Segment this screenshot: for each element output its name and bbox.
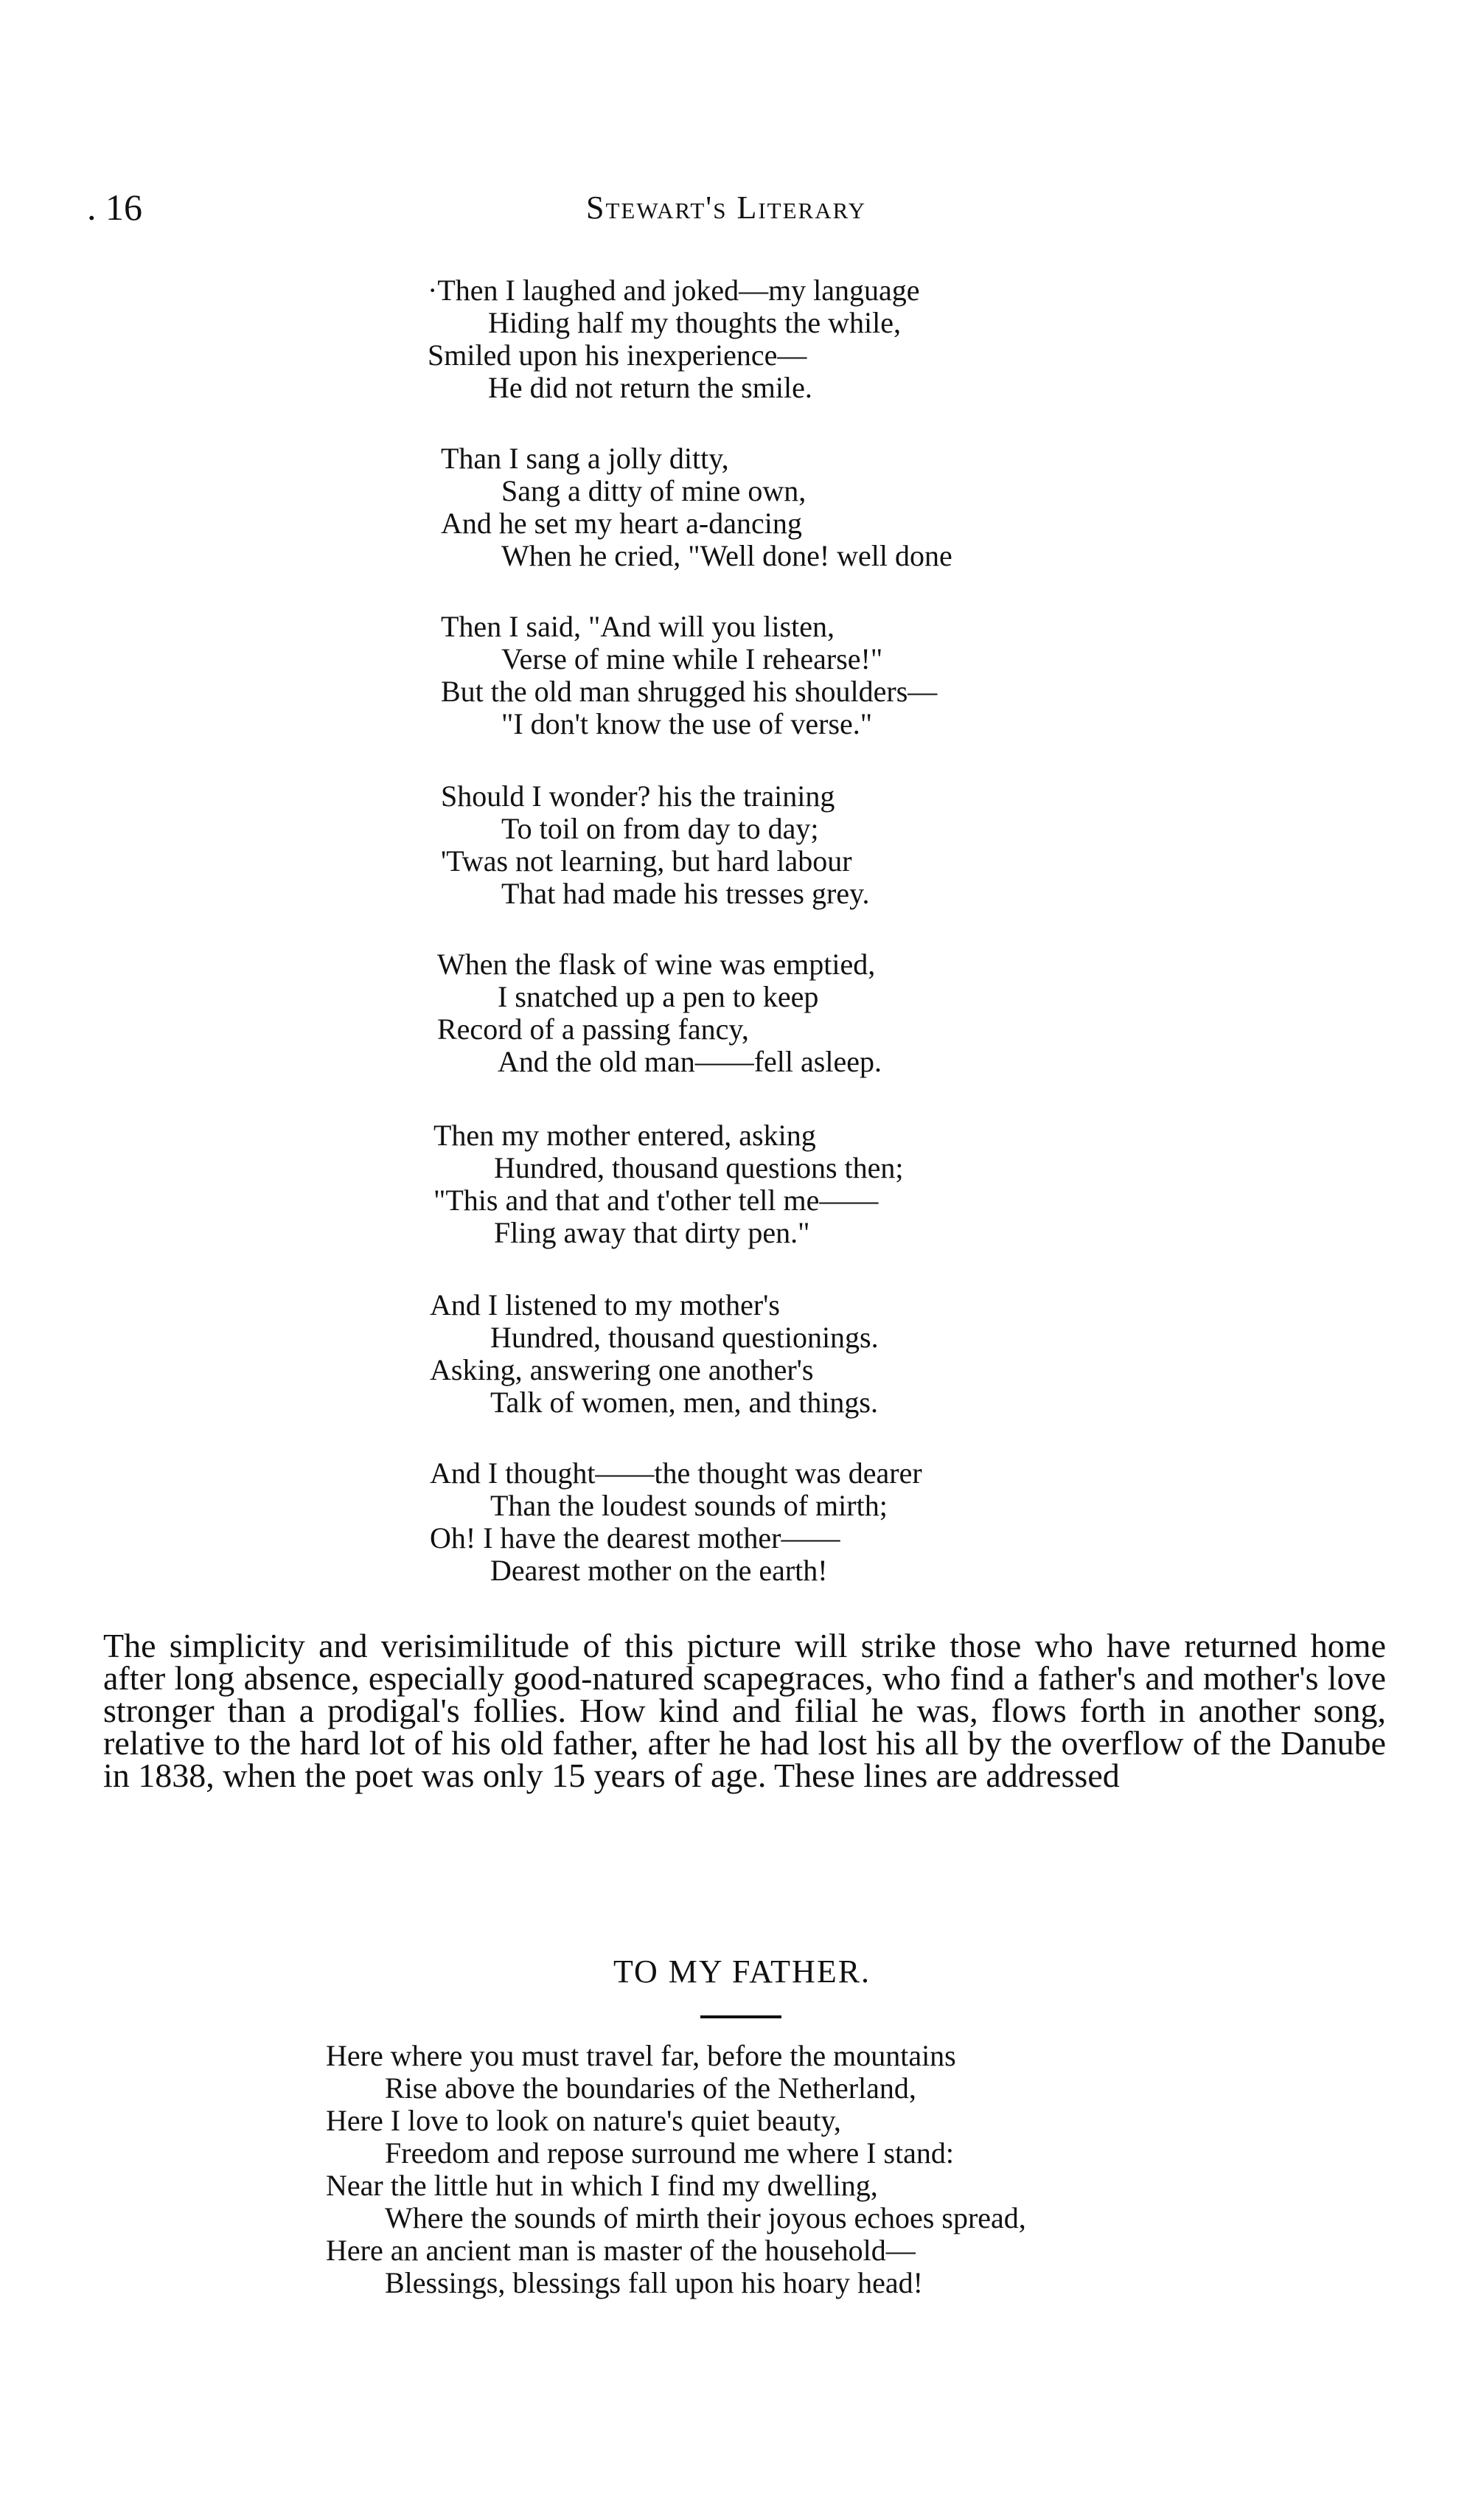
poem-line: Freedom and repose surround me where I stand: [385,2136,954,2170]
poem-line: "I don't know the use of verse." [501,707,873,740]
poem-line: Record of a passing fancy, [437,1012,749,1046]
commentary-paragraph: The simplicity and verisimilitude of this picture will strike those who have returned home after long absence, especially good-natured scapegraces, who find a father's and mother's love stronger than a prodigal's follies. How kind and filial he was, flows forth in another song, relative to the hard lot of his old father, after he had lost his all by the overflow of the Danube in 1838, when the poet was only 15 years of age. These lines are addressed [103,1627,1386,1794]
poem-line: Fling away that dirty pen." [494,1216,810,1249]
poem-line: Dearest mother on the earth! [490,1554,828,1587]
poem-line: Then my mother entered, asking [433,1119,816,1152]
poem-line: Rise above the boundaries of the Netherland, [385,2071,916,2105]
poem-line: But the old man shrugged his shoulders— [441,675,938,708]
poem-line: And the old man——fell asleep. [498,1045,882,1078]
poem-line: Here where you must travel far, before the mountains [326,2039,956,2072]
poem-line: Here I love to look on nature's quiet beauty, [326,2104,841,2137]
page-number: . 16 [87,187,142,228]
poem-line: Than I sang a jolly ditty, [441,442,729,475]
poem-line: Asking, answering one another's [430,1353,814,1386]
poem-stanza [430,1457,922,1587]
poem-line: Should I wonder? his the training [441,779,835,813]
poem-line: Talk of women, men, and things. [490,1386,878,1419]
poem-line: When the flask of wine was emptied, [437,948,876,981]
poem-line: Here an ancient man is master of the household— [326,2234,916,2267]
poem-line: "This and that and t'other tell me—— [433,1184,879,1217]
poem-line: Hundred, thousand questions then; [494,1151,904,1184]
poem-line: Where the sounds of mirth their joyous echoes spread, [385,2201,1026,2234]
poem-stanza [437,948,882,1078]
poem-line: Then I said, "And will you listen, [441,610,835,643]
poem-line: He did not return the smile. [488,371,812,404]
poem-line: Oh! I have the dearest mother—— [430,1521,840,1555]
poem-line: And I listened to my mother's [430,1288,780,1321]
poem-line: Than the loudest sounds of mirth; [490,1489,888,1522]
poem-stanza [433,1119,904,1249]
poem-line: And he set my heart a-dancing [441,507,802,540]
poem-line: Hiding half my thoughts the while, [488,306,901,339]
section-title: TO MY FATHER. [613,1953,871,1990]
poem-line: Near the little hut in which I find my dwelling, [326,2169,878,2202]
poem-stanza [428,274,920,404]
poem-to-my-father [326,2040,1026,2299]
poem-line: Sang a ditty of mine own, [501,474,807,507]
poem-line: I snatched up a pen to keep [498,980,819,1013]
running-head: Stewart's Literary [586,190,866,226]
poem-line: That had made his tresses grey. [501,877,870,910]
poem-stanza [430,1289,879,1419]
poem-stanza [441,611,937,740]
poem-line: Hundred, thousand questionings. [490,1321,879,1354]
poem-line: To toil on from day to day; [501,812,819,845]
poem-line: Blessings, blessings fall upon his hoary head! [385,2266,923,2299]
poem-line: When he cried, "Well done! well done [501,539,952,572]
poem-stanza [441,780,869,910]
poem-line: Smiled upon his inexperience— [428,338,807,372]
poem-stanza [441,442,952,572]
title-rule [700,2015,781,2018]
poem-line: And I thought——the thought was dearer [430,1456,922,1490]
poem-line: Verse of mine while I rehearse!" [501,642,883,675]
poem-line: 'Twas not learning, but hard labour [441,844,852,878]
poem-line: ·Then I laughed and joked—my language [428,274,920,307]
